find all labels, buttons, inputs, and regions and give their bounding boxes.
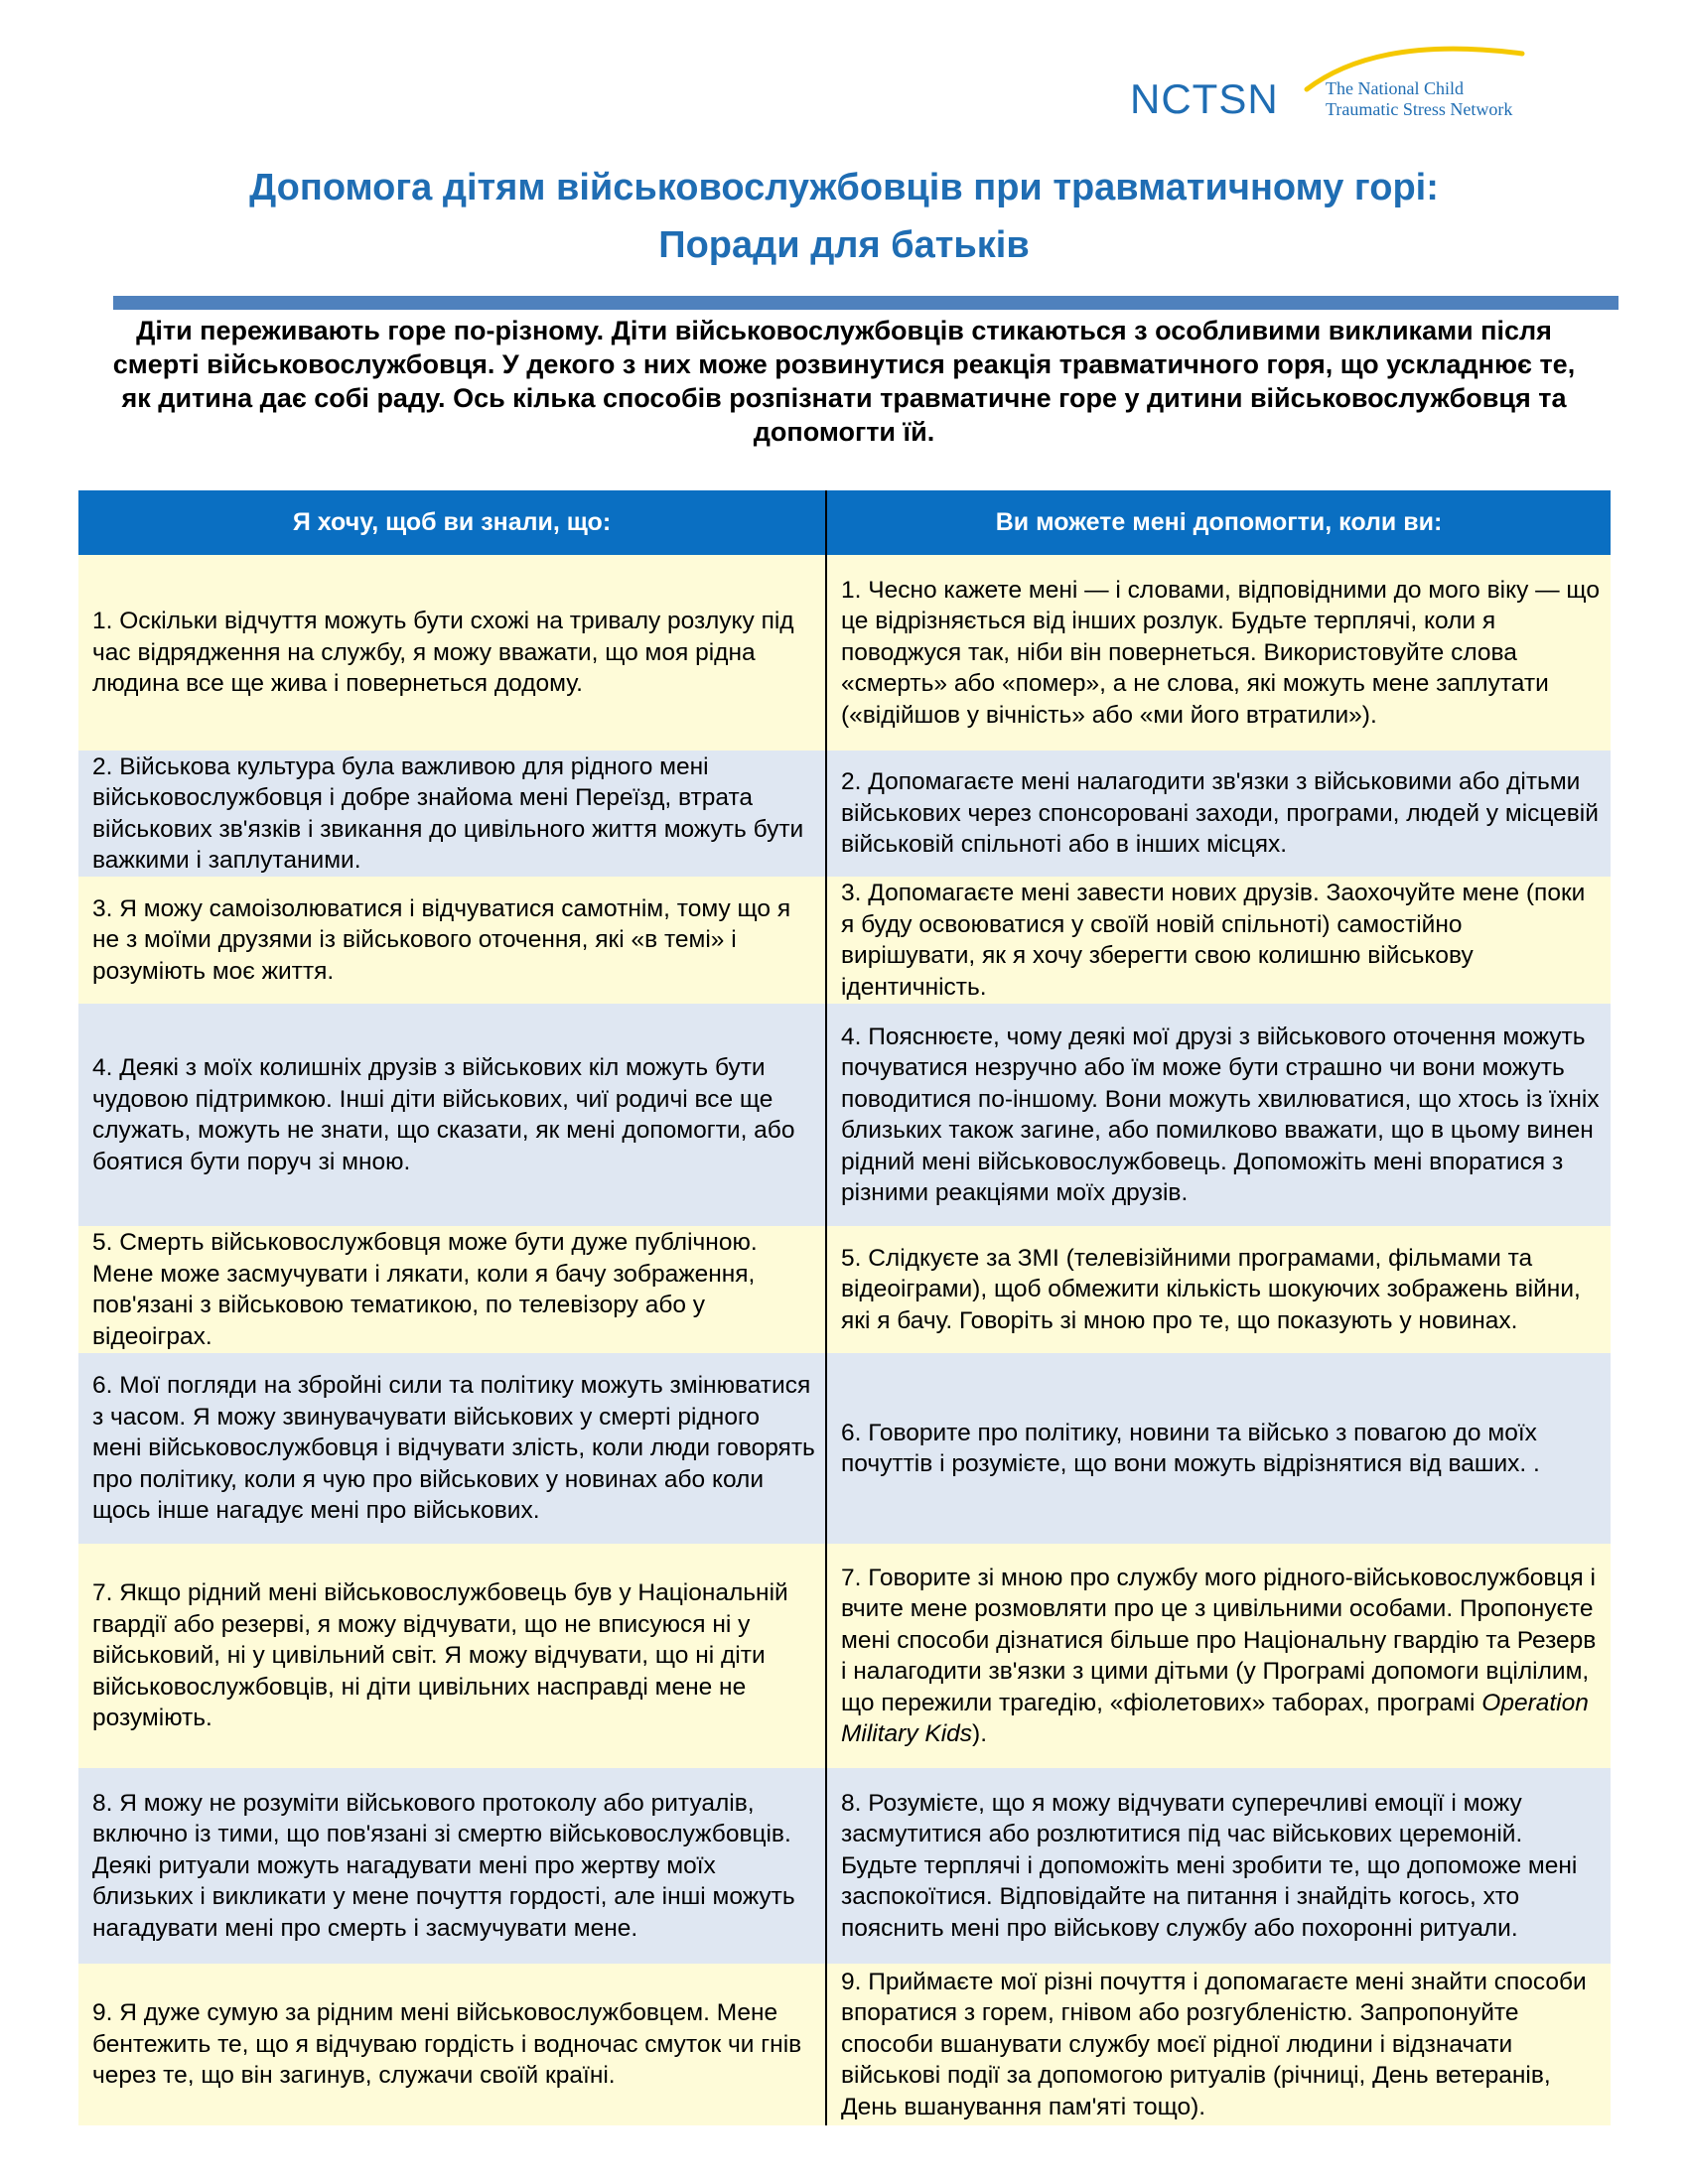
intro-paragraph: Діти переживають горе по-різному. Діти військовослужбовців стикаються з особливими викликами після смерті військовослужбовця. У декого з них може розвинутися реакція травматичного горя, що ускладнює те, як дитина дає собі раду. Ось кілька способів розпізнати травматичне горе у дитини військовослужбовця та допомогти їй.: [112, 316, 1576, 447]
table-cell-help: 6. Говорите про політику, новини та військо з повагою до моїх почуттів і розумієте, що вони можуть відрізнятися від ваших. .: [826, 1353, 1611, 1544]
table-cell-help: 4. Пояснюєте, чому деякі мої друзі з військового оточення можуть почуватися незручно або їм може бути страшно чи вони можуть поводитися по-іншому. Вони можуть хвилюватися, що хтось із їхніх близьких також загине, або помилково вважати, що в цьому винен рідний мені військовослужбовець. Допоможіть мені впоратися з різними реакціями моїх друзів.: [826, 1004, 1611, 1226]
table-cell-help: 9. Приймаєте мої різні почуття і допомагаєте мені знайти способи впоратися з горем, гнівом або розгубленістю. Запропонуйте способи вшанувати службу моєї рідної людини і відзначати військові події за допомогою ритуалів (річниці, День ветеранів, День вшанування пам'яті тощо).: [826, 1964, 1611, 2125]
table-cell-help: 3. Допомагаєте мені завести нових друзів. Заохочуйте мене (поки я буду освоюватися у своїй новій спільноті) самостійно вирішувати, як я хочу зберегти свою колишню військову ідентичність.: [826, 877, 1611, 1004]
table-cell-know: 7. Якщо рідний мені військовослужбовець був у Національній гвардії або резерві, я можу відчувати, що не вписуюся ні у військовий, ні у цивільний світ. Я можу відчувати, що ні діти військовослужбовців, ні діти цивільних насправді мене не розуміють.: [78, 1544, 826, 1768]
table-cell-help: 8. Розумієте, що я можу відчувати суперечливі емоції і можу засмутитися або розлютитися під час військових церемоній. Будьте терплячі і допоможіть мені зробити те, що допоможе мені заспокоїтися. Відповідайте на питання і знайдіть когось, хто пояснить мені про військову службу або похоронні ритуали.: [826, 1768, 1611, 1964]
table-cell-know: 6. Мої погляди на збройні сили та політику можуть змінюватися з часом. Я можу звинувачувати військових у смерті рідного мені військовослужбовця і відчувати злість, коли люди говорять про політику, коли я чую про військових у новинах або коли щось інше нагадує мені про військових.: [78, 1353, 826, 1544]
table-row: [78, 1544, 1611, 1768]
program-name: Operation Military Kids: [841, 1689, 1589, 1747]
nctsn-logo: [1130, 40, 1547, 129]
table-cell-know: 9. Я дуже сумую за рідним мені військовослужбовцем. Мене бентежить те, що я відчуваю гордість і водночас смуток чи гнів через те, що він загинув, служачи своїй країні.: [78, 1964, 826, 2125]
table-cell-know: 2. Військова культура була важливою для рідного мені військовослужбовця і добре знайома мені Переїзд, втрата військових зв'язків і звикання до цивільного життя можуть бути важкими і заплутаними.: [78, 751, 826, 877]
column-header-help: Ви можете мені допомогти, коли ви:: [826, 490, 1611, 555]
table-row: [78, 1226, 1611, 1353]
table-cell-know: 3. Я можу самоізолюватися і відчуватися самотнім, тому що я не з моїми друзями із військового оточення, які «в темі» і розуміють моє життя.: [78, 877, 826, 1004]
help-text-end: ).: [972, 1720, 988, 1747]
help-text: 7. Говорите зі мною про службу мого рідного-військовослужбовця і вчите мене розмовляти про це з цивільними особами. Пропонуєте мені способи дізнатися більше про Національну гвардію та Резерв і налагодити зв'язки з цими дітьми (у Програмі допомоги вцілілим, що пережили трагедію, «фіолетових» таборах, програмі: [841, 1564, 1597, 1716]
page-title-line1: Допомога дітям військовослужбовців при травматичному горі:: [249, 167, 1439, 208]
table-header-row: [78, 490, 1611, 555]
page-title-line2: Поради для батьків: [658, 224, 1030, 266]
logo-mark: NCTSN: [1130, 75, 1279, 122]
table-cell-help: 1. Чесно кажете мені — і словами, відповідними до мого віку — що це відрізняється від інших розлук. Будьте терплячі, коли я поводжуся так, ніби він повернеться. Використовуйте слова «смерть» або «помер», а не слова, які можуть мене заплутати («відійшов у вічність» або «ми його втратили»).: [826, 555, 1611, 751]
table-row: [78, 1768, 1611, 1964]
column-header-know: Я хочу, щоб ви знали, що:: [78, 490, 826, 555]
logo-subtitle-line1: The National Child: [1326, 78, 1464, 98]
table-row: [78, 751, 1611, 877]
table-cell-know: 4. Деякі з моїх колишніх друзів з військових кіл можуть бути чудовою підтримкою. Інші діти військових, чиї родичі все ще служать, можуть не знати, що сказати, як мені допомогти, або боятися бути поруч зі мною.: [78, 1004, 826, 1226]
logo-subtitle-line2: Traumatic Stress Network: [1326, 99, 1513, 119]
logo-subtitle: [1326, 78, 1512, 120]
table-row: [78, 1004, 1611, 1226]
title-divider: [113, 296, 1618, 310]
table-cell-know: 1. Оскільки відчуття можуть бути схожі на тривалу розлуку під час відрядження на службу, я можу вважати, що моя рідна людина все ще жива і повернеться додому.: [78, 555, 826, 751]
table-cell-know: 5. Смерть військовослужбовця може бути дуже публічною. Мене може засмучувати і лякати, коли я бачу зображення, пов'язані з військовою тематикою, по телевізору або у відеоіграх.: [78, 1226, 826, 1353]
table-cell-know: 8. Я можу не розуміти військового протоколу або ритуалів, включно із тими, що пов'язані зі смертю військовослужбовців. Деякі ритуали можуть нагадувати мені про жертву моїх близьких і викликати у мене почуття гордості, але інші можуть нагадувати мені про смерть і засмучувати мене.: [78, 1768, 826, 1964]
table-row: [78, 1353, 1611, 1544]
table-row: [78, 1964, 1611, 2125]
table-row: [78, 555, 1611, 751]
table-cell-help: [826, 1544, 1611, 1768]
table-row: [78, 877, 1611, 1004]
page-title: [0, 159, 1688, 274]
table-cell-help: 2. Допомагаєте мені налагодити зв'язки з військовими або дітьми військових через спонсоровані заходи, програми, людей у місцевій військовій спільноті або в інших місцях.: [826, 751, 1611, 877]
table-cell-help: 5. Слідкуєте за ЗМІ (телевізійними програмами, фільмами та відеоіграми), щоб обмежити кількість шокуючих зображень війни, які я бачу. Говоріть зі мною про те, що показують у новинах.: [826, 1226, 1611, 1353]
tips-table: [78, 490, 1611, 2125]
